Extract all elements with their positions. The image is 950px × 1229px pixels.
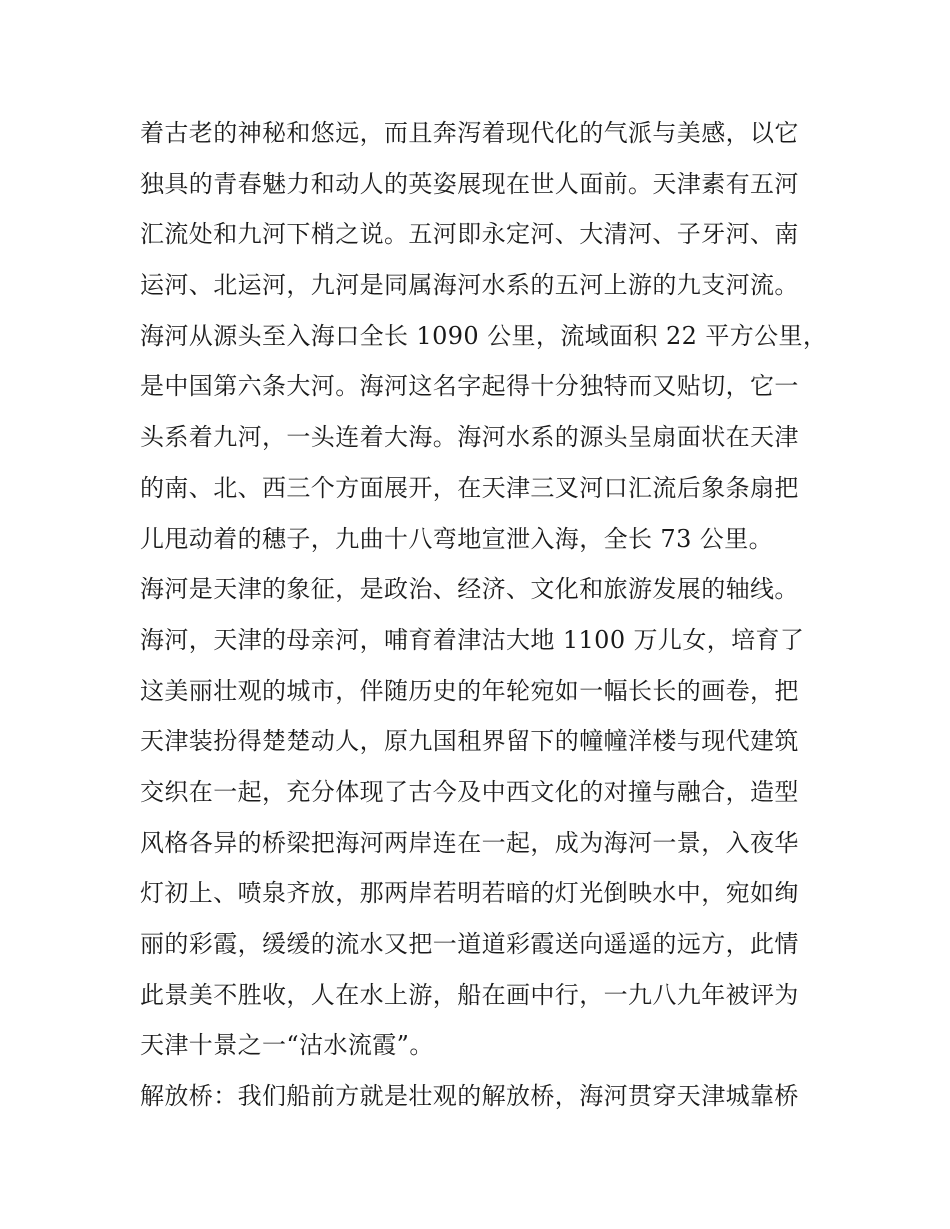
text-line: 天津十景之一“沽水流霞”。 (140, 1031, 434, 1060)
text-line: 解放桥：我们船前方就是壮观的解放桥，海河贯穿天津城靠桥 (140, 1082, 799, 1111)
text-line: 独具的青春魅力和动人的英姿展现在世人面前。天津素有五河 (140, 169, 799, 198)
text-line: 运河、北运河，九河是同属海河水系的五河上游的九支河流。 (140, 271, 799, 300)
text-line: 着古老的神秘和悠远，而且奔泻着现代化的气派与美感，以它 (140, 119, 799, 147)
text-line: 丽的彩霞，缓缓的流水又把一道道彩霞送向遥遥的远方，此情 (140, 930, 799, 958)
text-line: 这美丽壮观的城市，伴随历史的年轮宛如一幅长长的画卷，把 (140, 676, 799, 705)
text-line: 是中国第六条大河。海河这名字起得十分独特而又贴切，它一 (140, 372, 799, 401)
text-line: 交织在一起，充分体现了古今及中西文化的对撞与融合，造型 (140, 777, 799, 806)
text-line: 汇流处和九河下梢之说。五河即永定河、大清河、子牙河、南 (140, 220, 799, 249)
body-text (140, 108, 828, 1122)
text-line: 海河从源头至入海口全长 1090 公里，流域面积 22 平方公里， (140, 321, 828, 350)
text-line: 灯初上、喷泉齐放，那两岸若明若暗的灯光倒映水中，宛如绚 (140, 879, 799, 908)
text-line: 天津装扮得楚楚动人，原九国租界留下的幢幢洋楼与现代建筑 (140, 727, 799, 756)
text-line: 的南、北、西三个方面展开，在天津三叉河口汇流后象条扇把 (140, 473, 799, 502)
text-line: 头系着九河，一头连着大海。海河水系的源头呈扇面状在天津 (140, 423, 799, 452)
text-line: 此景美不胜收，人在水上游，船在画中行，一九八九年被评为 (140, 980, 799, 1009)
text-line: 风格各异的桥梁把海河两岸连在一起，成为海河一景，入夜华 (140, 828, 799, 857)
text-line: 海河，天津的母亲河，哺育着津沽大地 1100 万儿女，培育了 (140, 625, 805, 654)
text-line: 儿甩动着的穗子，九曲十八弯地宣泄入海，全长 73 公里。 (140, 524, 773, 553)
text-line: 海河是天津的象征，是政治、经济、文化和旅游发展的轴线。 (140, 575, 799, 604)
